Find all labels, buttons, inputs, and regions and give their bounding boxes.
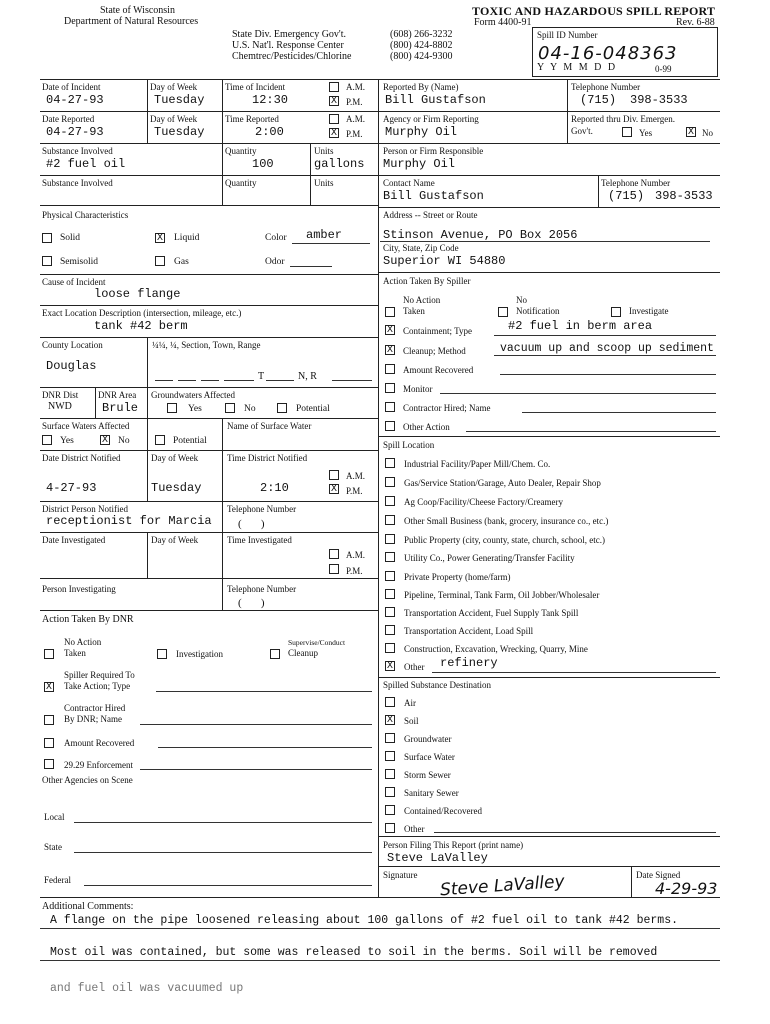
contact-phone-area[interactable]: (715) — [608, 189, 645, 203]
district-dow[interactable]: Tuesday — [151, 481, 202, 495]
take-action-type-label: Take Action; Type — [64, 681, 131, 691]
dnr-amount-checkbox[interactable] — [44, 738, 54, 748]
sw-yes-label: Yes — [60, 436, 74, 446]
federal-label: Federal — [44, 875, 71, 885]
loc-load-spill-checkbox[interactable] — [385, 625, 395, 635]
header-contact3: Chemtrec/Pesticides/Chlorine — [232, 51, 352, 62]
reported-by-label: Reported By (Name) — [383, 82, 459, 92]
containment-label: Containment; Type — [403, 326, 472, 336]
gw-no-label: No — [244, 404, 256, 414]
spiller-amount-label: Amount Recovered — [403, 365, 474, 375]
signature-label: Signature — [383, 870, 418, 880]
loc-other-value[interactable]: refinery — [440, 656, 498, 670]
reported-am-label: A.M. — [346, 114, 366, 124]
reported-thru-yes-label: Yes — [639, 128, 653, 138]
investigate-label: Investigate — [629, 306, 669, 316]
spiller-taken-label: Taken — [403, 306, 425, 316]
cause-label: Cause of Incident — [42, 277, 106, 287]
solid-label: Solid — [60, 233, 81, 243]
loc-small-business-checkbox[interactable] — [385, 515, 395, 525]
contractor-checkbox[interactable] — [385, 402, 395, 412]
dnr-area[interactable]: Brule — [102, 401, 139, 415]
gw-potential-checkbox[interactable] — [277, 403, 287, 413]
district-date-label: Date District Notified — [42, 453, 121, 463]
contact-phone[interactable]: 398-3533 — [655, 189, 713, 203]
district-time[interactable]: 2:10 — [260, 481, 289, 495]
gw-no-checkbox[interactable] — [225, 403, 235, 413]
time-reported[interactable]: 2:00 — [255, 125, 284, 139]
dest-air-checkbox[interactable] — [385, 697, 395, 707]
reported-thru-label: Reported thru Div. Emergen. — [571, 114, 675, 124]
form-number: Form 4400-91 — [474, 17, 532, 28]
quantity-label: Quantity — [225, 146, 257, 156]
contact-area-code: 715 — [615, 189, 637, 203]
header-contact1: State Div. Emergency Gov't. — [232, 29, 346, 40]
dnr-cleanup-label: Cleanup — [288, 648, 318, 658]
reported-pm-label: P.M. — [346, 129, 363, 139]
loc-load-spill-label: Transportation Accident, Load Spill — [404, 626, 534, 636]
spill-id-label: Spill ID Number — [537, 30, 598, 40]
dnr-dist[interactable]: NWD — [48, 401, 72, 412]
dest-soil-checkbox[interactable]: X — [386, 715, 394, 725]
loc-ag-coop-label: Ag Coop/Facility/Cheese Factory/Creamery — [404, 497, 563, 507]
substance-label: Substance Involved — [42, 146, 113, 156]
gas-label: Gas — [174, 257, 189, 267]
dnr-area-label: DNR Area — [98, 390, 137, 400]
destination-label: Spilled Substance Destination — [383, 680, 491, 690]
location[interactable]: tank #42 berm — [94, 319, 188, 333]
cleanup-label: Cleanup; Method — [403, 346, 466, 356]
time-reported-label: Time Reported — [225, 114, 279, 124]
dnr-action-label: Action Taken By DNR — [42, 614, 134, 625]
surface-name-label: Name of Surface Water — [227, 421, 312, 431]
district-am-label: A.M. — [346, 471, 366, 481]
dest-soil-label: Soil — [404, 716, 419, 726]
sw-potential-label: Potential — [173, 436, 207, 446]
responsible[interactable]: Murphy Oil — [383, 157, 456, 171]
reported-thru-govt: Gov't. — [571, 126, 593, 136]
incident-date[interactable]: 04-27-93 — [46, 93, 104, 107]
section-t: T — [258, 371, 265, 382]
spiller-required-label: Spiller Required To — [64, 670, 135, 680]
sw-yes-checkbox[interactable] — [42, 435, 52, 445]
loc-construction-label: Construction, Excavation, Wrecking, Quarry, Mine — [404, 644, 588, 654]
dest-groundwater-checkbox[interactable] — [385, 733, 395, 743]
date-reported[interactable]: 04-27-93 — [46, 125, 104, 139]
date-signed-label: Date Signed — [636, 870, 681, 880]
loc-utility-checkbox[interactable] — [385, 552, 395, 562]
dnr-cleanup-checkbox[interactable] — [270, 649, 280, 659]
date-reported-label: Date Reported — [42, 114, 95, 124]
liquid-label: Liquid — [174, 233, 200, 243]
incident-am-checkbox[interactable] — [329, 82, 339, 92]
loc-industrial-label: Industrial Facility/Paper Mill/Chem. Co. — [404, 459, 551, 469]
dnr-taken-label: Taken — [64, 648, 86, 658]
agency-label: Agency or Firm Reporting — [383, 114, 479, 124]
filer-name[interactable]: Steve LaValley — [387, 851, 488, 865]
investigator-tel-label: Telephone Number — [227, 584, 297, 594]
sw-no-label: No — [118, 436, 130, 446]
other-action-checkbox[interactable] — [385, 421, 395, 431]
quantity[interactable]: 100 — [252, 157, 274, 171]
district-time-label: Time District Notified — [227, 453, 308, 463]
reported-thru-yes-checkbox[interactable] — [622, 127, 632, 137]
gw-potential-label: Potential — [296, 404, 330, 414]
sw-no-checkbox[interactable]: X — [101, 435, 109, 445]
city-label: City, State, Zip Code — [383, 243, 459, 253]
spill-location-label: Spill Location — [383, 440, 435, 450]
reported-dow[interactable]: Tuesday — [154, 125, 205, 139]
reported-thru-no-checkbox[interactable]: X — [687, 127, 695, 137]
reported-dow-label: Day of Week — [150, 114, 198, 124]
semisolid-label: Semisolid — [60, 257, 99, 267]
dest-storm-sewer-label: Storm Sewer — [404, 770, 451, 780]
header-dept: Department of Natural Resources — [64, 16, 199, 27]
incident-time-label: Time of Incident — [225, 82, 286, 92]
loc-public-checkbox[interactable] — [385, 534, 395, 544]
investigated-pm-label: P.M. — [346, 566, 363, 576]
investigator-tel-parens: ( ) — [238, 597, 265, 609]
reported-thru-no-label: No — [702, 128, 713, 138]
district-tel-parens: ( ) — [238, 518, 265, 530]
loc-fuel-tank-label: Transportation Accident, Fuel Supply Tank Spill — [404, 608, 579, 618]
monitor-checkbox[interactable] — [385, 383, 395, 393]
reported-am-checkbox[interactable] — [329, 114, 339, 124]
district-dow-label: Day of Week — [151, 453, 199, 463]
dest-storm-sewer-checkbox[interactable] — [385, 769, 395, 779]
units[interactable]: gallons — [314, 157, 365, 171]
loc-industrial-checkbox[interactable] — [385, 458, 395, 468]
location-label: Exact Location Description (intersection, mileage, etc.) — [42, 308, 242, 318]
section-label: ¼¼, ¼, Section, Town, Range — [152, 340, 261, 350]
odor-label: Odor — [265, 257, 285, 267]
dnr-investigation-label: Investigation — [176, 649, 223, 659]
enforcement-label: 29.29 Enforcement — [64, 760, 133, 770]
incident-dow-label: Day of Week — [150, 82, 198, 92]
spill-id-date-code: Y Y M M D D — [537, 62, 618, 73]
dest-groundwater-label: Groundwater — [404, 734, 452, 744]
gw-yes-label: Yes — [188, 404, 202, 414]
dest-other-label: Other — [404, 824, 425, 834]
dnr-amount-label: Amount Recovered — [64, 738, 135, 748]
comments-line3: and fuel oil was vacuumed up — [50, 982, 244, 995]
county[interactable]: Douglas — [46, 359, 97, 373]
incident-pm-label: P.M. — [346, 97, 363, 107]
loc-small-business-label: Other Small Business (bank, grocery, insurance co., etc.) — [404, 516, 609, 526]
color[interactable]: amber — [306, 228, 343, 242]
address-label: Address -- Street or Route — [383, 210, 478, 220]
solid-checkbox[interactable] — [42, 233, 52, 243]
agency[interactable]: Murphy Oil — [385, 125, 458, 139]
spiller-required-checkbox[interactable]: X — [45, 682, 53, 692]
responsible-label: Person or Firm Responsible — [383, 146, 484, 156]
form-title: TOXIC AND HAZARDOUS SPILL REPORT — [472, 4, 716, 18]
reporter-phone-label: Telephone Number — [571, 82, 641, 92]
comments-line1: A flange on the pipe loosened releasing about 100 gallons of #2 fuel oil to tank #42 berms. — [50, 914, 679, 927]
investigated-dow-label: Day of Week — [151, 535, 199, 545]
loc-pipeline-checkbox[interactable] — [385, 589, 395, 599]
state-label: State — [44, 842, 62, 852]
loc-gas-station-checkbox[interactable] — [385, 477, 395, 487]
liquid-checkbox[interactable]: X — [156, 233, 164, 243]
contractor-label: Contractor Hired; Name — [403, 403, 491, 413]
cause[interactable]: loose flange — [94, 287, 181, 301]
cleanup-method[interactable]: vacuum up and scoop up sediment — [500, 342, 714, 355]
loc-private-checkbox[interactable] — [385, 571, 395, 581]
sw-potential-checkbox[interactable] — [155, 435, 165, 445]
containment-checkbox[interactable]: X — [386, 325, 394, 335]
groundwater-label: Groundwaters Affected — [151, 390, 236, 400]
spiller-no-action-checkbox[interactable] — [385, 307, 395, 317]
loc-private-label: Private Property (home/farm) — [404, 572, 511, 582]
dnr-no-action-checkbox[interactable] — [44, 649, 54, 659]
by-dnr-name-label: By DNR; Name — [64, 714, 122, 724]
section-nr: N, R — [298, 371, 317, 382]
surface-label: Surface Waters Affected — [42, 421, 130, 431]
spiller-no-label: No — [516, 295, 527, 305]
form-revision: Rev. 6-88 — [676, 17, 715, 28]
spiller-amount-checkbox[interactable] — [385, 364, 395, 374]
signature: Steve LaValley — [439, 871, 566, 901]
investigator-label: Person Investigating — [42, 584, 116, 594]
dest-sanitary-sewer-checkbox[interactable] — [385, 787, 395, 797]
reporter-phone[interactable]: 398-3533 — [630, 93, 688, 107]
spill-id-code-suffix: 0-99 — [655, 64, 672, 74]
notification-checkbox[interactable] — [498, 307, 508, 317]
loc-fuel-tank-checkbox[interactable] — [385, 607, 395, 617]
quantity2-label: Quantity — [225, 178, 257, 188]
loc-ag-coop-checkbox[interactable] — [385, 496, 395, 506]
date-signed[interactable]: 4-29-93 — [655, 879, 718, 898]
spill-id-value: 04-16-048363 — [538, 43, 678, 64]
other-action-label: Other Action — [403, 422, 450, 432]
color-label: Color — [265, 233, 287, 243]
gas-checkbox[interactable] — [155, 256, 165, 266]
dnr-dist-label: DNR Dist — [42, 390, 79, 400]
substance[interactable]: #2 fuel oil — [46, 157, 126, 171]
district-am-checkbox[interactable] — [329, 470, 339, 480]
incident-date-label: Date of Incident — [42, 82, 101, 92]
monitor-label: Monitor — [403, 384, 433, 394]
containment-type[interactable]: #2 fuel in berm area — [508, 319, 653, 333]
local-label: Local — [44, 812, 65, 822]
incident-time[interactable]: 12:30 — [252, 93, 289, 107]
contractor-hired-label: Contractor Hired — [64, 703, 126, 713]
investigate-checkbox[interactable] — [611, 307, 621, 317]
investigated-time-label: Time Investigated — [227, 535, 292, 545]
loc-pipeline-label: Pipeline, Terminal, Tank Farm, Oil Jobber/Wholesaler — [404, 590, 600, 600]
county-label: County Location — [42, 340, 103, 350]
district-date[interactable]: 4-27-93 — [46, 481, 97, 495]
header-phone3: (800) 424-9300 — [390, 51, 453, 62]
reported-by[interactable]: Bill Gustafson — [385, 93, 486, 107]
district-tel-label: Telephone Number — [227, 504, 297, 514]
incident-dow[interactable]: Tuesday — [154, 93, 205, 107]
investigated-date-label: Date Investigated — [42, 535, 106, 545]
other-agencies-label: Other Agencies on Scene — [42, 775, 133, 785]
contractor-hired-checkbox[interactable] — [44, 715, 54, 725]
loc-other-label: Other — [404, 662, 425, 672]
dest-surface-water-label: Surface Water — [404, 752, 455, 762]
contact-label: Contact Name — [383, 178, 435, 188]
district-person[interactable]: receptionist for Marcia — [46, 514, 212, 528]
loc-utility-label: Utility Co., Power Generating/Transfer Facility — [404, 553, 575, 563]
district-pm-checkbox[interactable]: X — [330, 484, 338, 494]
dest-other-checkbox[interactable] — [385, 823, 395, 833]
spiller-no-action-label: No Action — [403, 295, 441, 305]
units2-label: Units — [314, 178, 334, 188]
substance2-label: Substance Involved — [42, 178, 113, 188]
dnr-investigation-checkbox[interactable] — [157, 649, 167, 659]
header-phone2: (800) 424-8802 — [390, 40, 453, 51]
contact-phone-label: Telephone Number — [601, 178, 671, 188]
address[interactable]: Stinson Avenue, PO Box 2056 — [383, 228, 578, 242]
district-person-label: District Person Notified — [42, 504, 128, 514]
dest-contained-checkbox[interactable] — [385, 805, 395, 815]
loc-public-label: Public Property (city, county, state, church, school, etc.) — [404, 535, 606, 545]
investigated-pm-checkbox[interactable] — [329, 564, 339, 574]
incident-pm-checkbox[interactable]: X — [330, 96, 338, 106]
investigated-am-checkbox[interactable] — [329, 549, 339, 559]
loc-other-checkbox[interactable]: X — [386, 661, 394, 671]
comments-line2: Most oil was contained, but some was released to soil in the berms. Soil will be removed — [50, 946, 658, 959]
semisolid-checkbox[interactable] — [42, 256, 52, 266]
header-contact2: U.S. Nat'l. Response Center — [232, 40, 344, 51]
comments-label: Additional Comments: — [42, 901, 134, 912]
filer-label: Person Filing This Report (print name) — [383, 840, 524, 850]
gw-yes-checkbox[interactable] — [167, 403, 177, 413]
reporter-area-code: 715 — [587, 93, 609, 107]
header-phone1: (608) 266-3232 — [390, 29, 453, 40]
enforcement-checkbox[interactable] — [44, 759, 54, 769]
dest-sanitary-sewer-label: Sanitary Sewer — [404, 788, 459, 798]
dnr-no-action-label: No Action — [64, 637, 102, 647]
contact-name[interactable]: Bill Gustafson — [383, 189, 484, 203]
district-pm-label: P.M. — [346, 486, 363, 496]
physical-label: Physical Characteristics — [42, 210, 129, 220]
dest-air-label: Air — [404, 698, 416, 708]
loc-construction-checkbox[interactable] — [385, 643, 395, 653]
notification-label: Notification — [516, 306, 560, 316]
spiller-action-label: Action Taken By Spiller — [383, 276, 471, 286]
loc-gas-station-label: Gas/Service Station/Garage, Auto Dealer, Repair Shop — [404, 478, 601, 488]
investigated-am-label: A.M. — [346, 550, 366, 560]
dnr-supervise-label: Supervise/Conduct — [288, 638, 346, 647]
header-state: State of Wisconsin — [100, 5, 175, 16]
cleanup-checkbox[interactable]: X — [386, 345, 394, 355]
reporter-phone-area[interactable]: (715) — [580, 93, 617, 107]
incident-am-label: A.M. — [346, 82, 366, 92]
dest-contained-label: Contained/Recovered — [404, 806, 482, 816]
reported-pm-checkbox[interactable]: X — [330, 128, 338, 138]
city[interactable]: Superior WI 54880 — [383, 254, 506, 268]
dest-surface-water-checkbox[interactable] — [385, 751, 395, 761]
units-label: Units — [314, 146, 334, 156]
